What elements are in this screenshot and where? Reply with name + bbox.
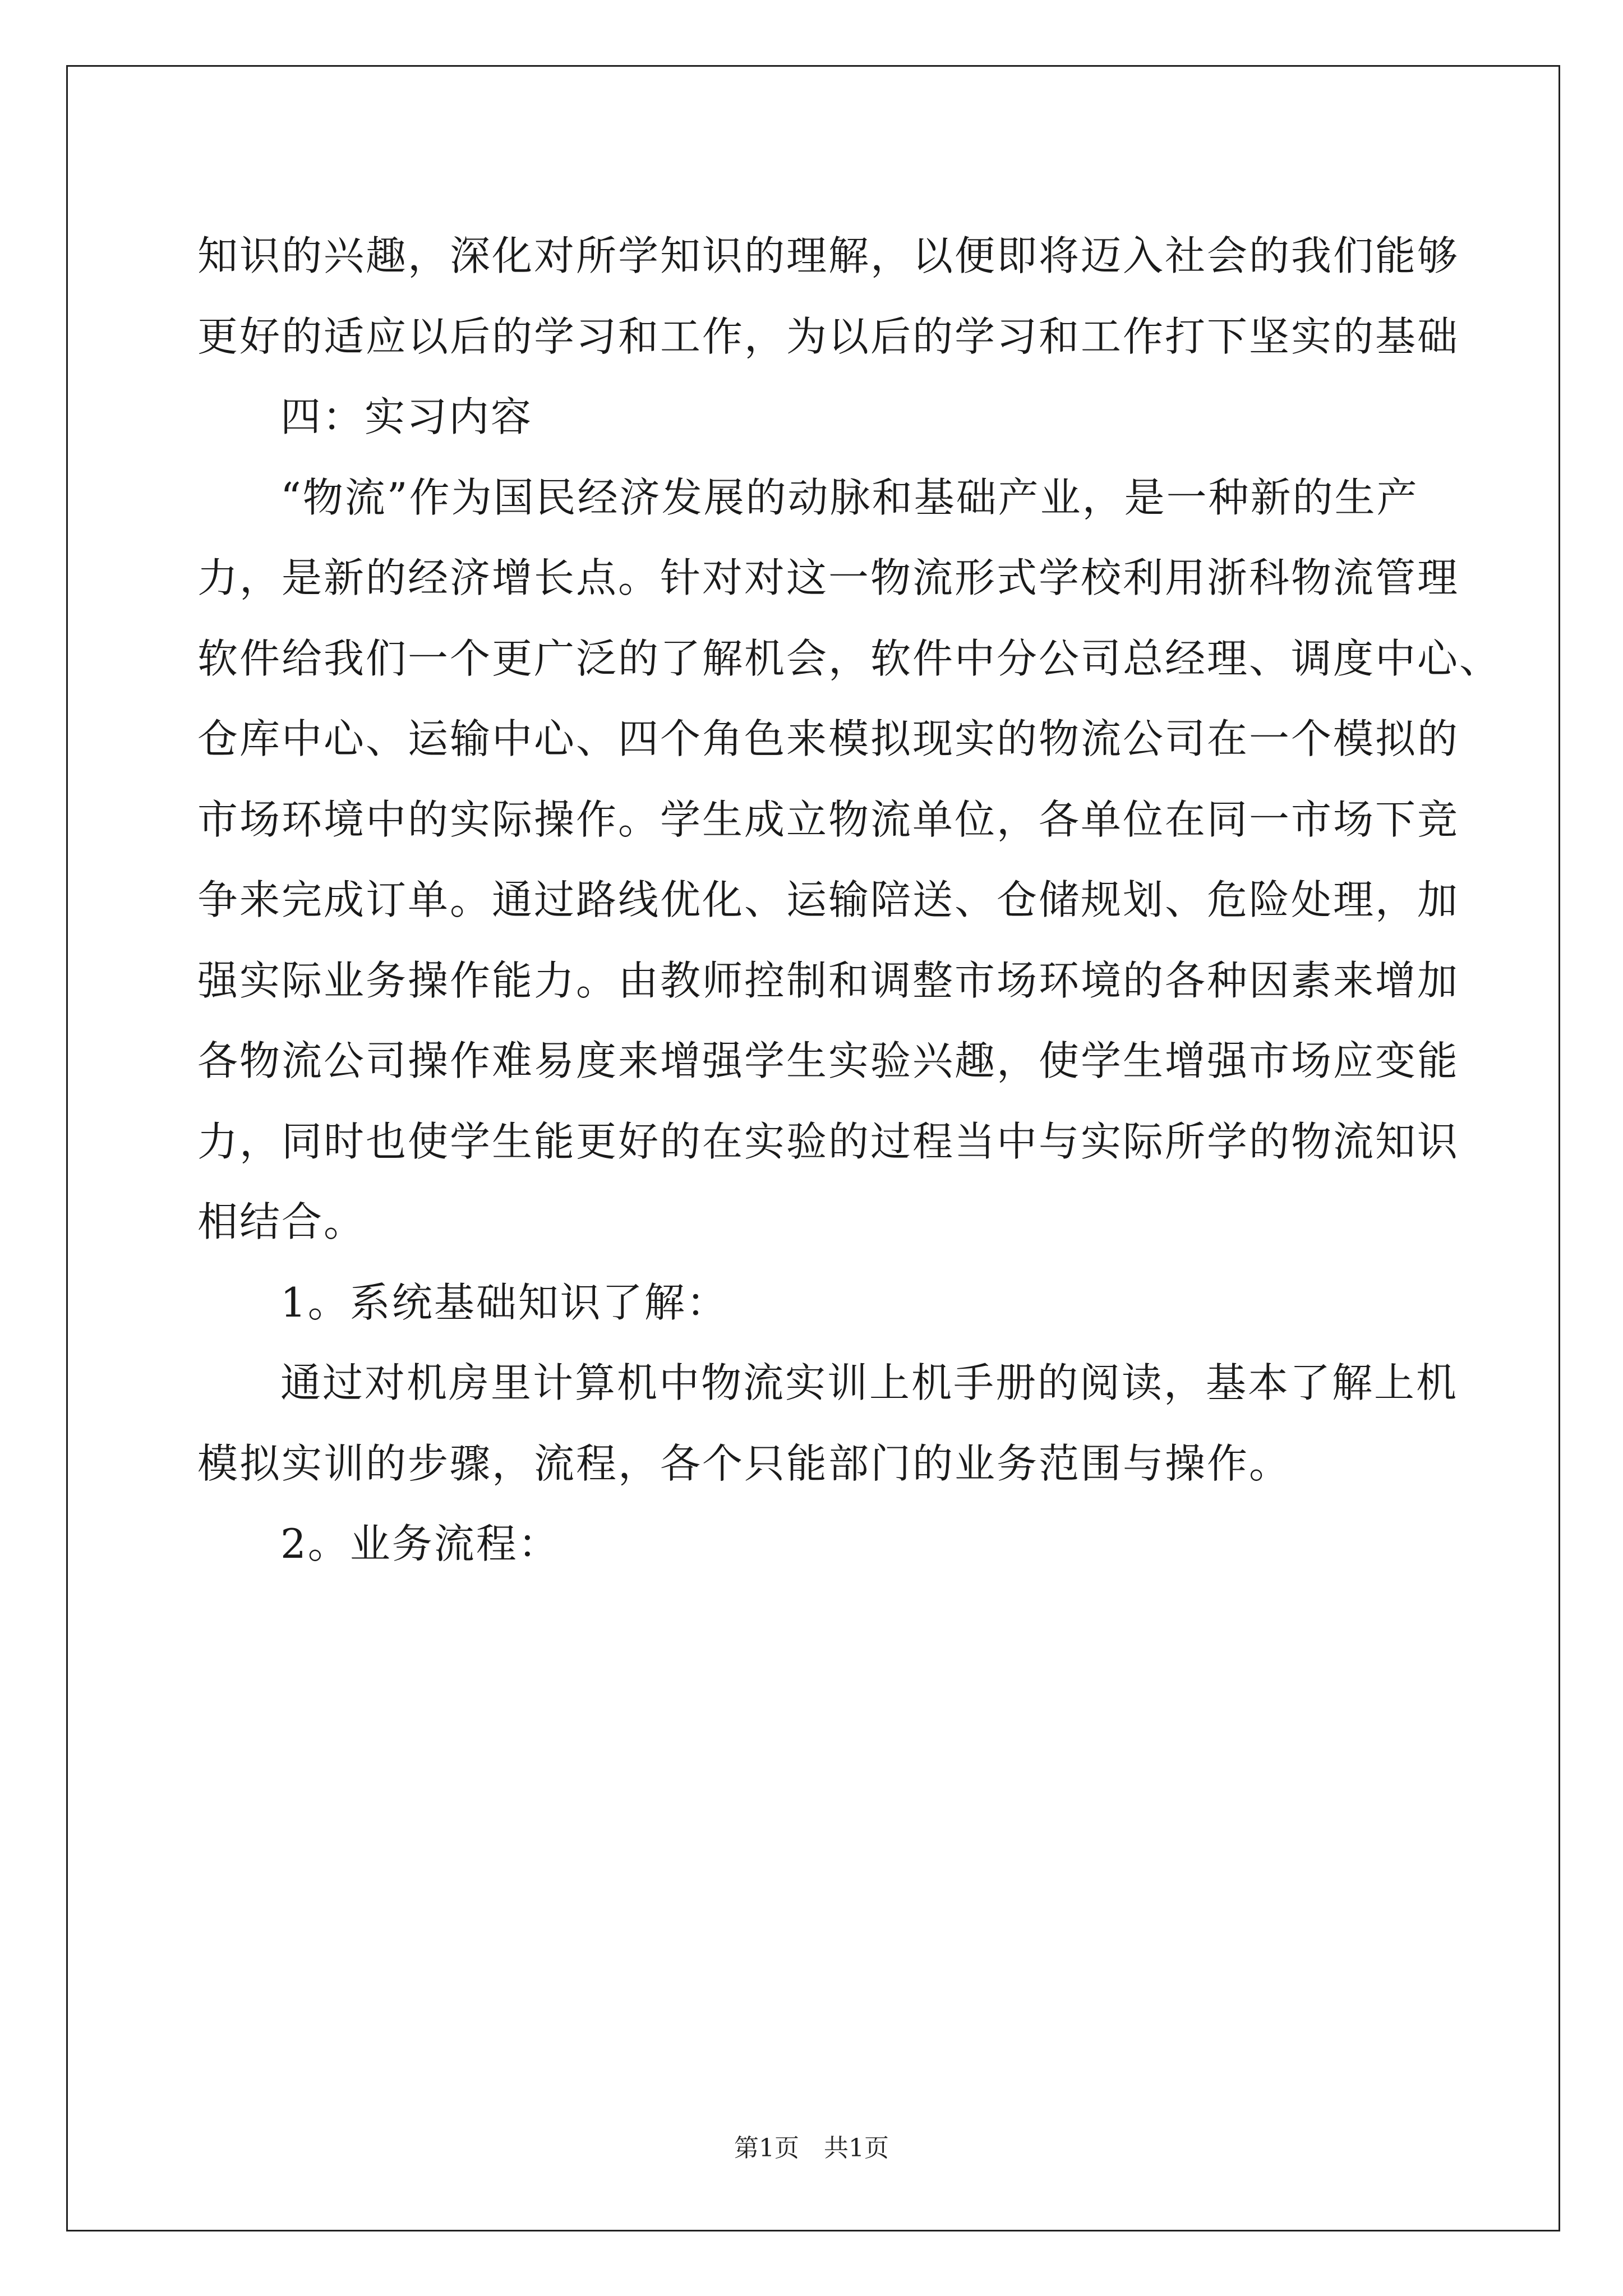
text-line: 市场环境中的实际操作。学生成立物流单位，各单位在同一市场下竞: [197, 795, 1460, 843]
subsection-heading: 1。系统基础知识了解：: [280, 1278, 728, 1326]
text-line: 强实际业务操作能力。由教师控制和调整市场环境的各种因素来增加: [197, 956, 1460, 1004]
text-line: 仓库中心、运输中心、四个角色来模拟现实的物流公司在一个模拟的: [197, 715, 1460, 762]
text-line: “物流”作为国民经济发展的动脉和基础产业，是一种新的生产: [280, 473, 1419, 521]
text-line: 力，是新的经济增长点。针对对这一物流形式学校利用浙科物流管理: [197, 554, 1460, 601]
text-line: 力，同时也使学生能更好的在实验的过程当中与实际所学的物流知识: [197, 1117, 1460, 1165]
text-line: 软件给我们一个更广泛的了解机会，软件中分公司总经理、调度中心、: [197, 634, 1502, 682]
text-line: 各物流公司操作难易度来增强学生实验兴趣，使学生增强市场应变能: [197, 1037, 1460, 1084]
text-line: 争来完成订单。通过路线优化、运输陪送、仓储规划、危险处理，加: [197, 876, 1460, 923]
subsection-heading: 2。业务流程：: [280, 1520, 560, 1567]
text-line: 通过对机房里计算机中物流实训上机手册的阅读，基本了解上机: [280, 1359, 1459, 1406]
document-body: [197, 216, 1502, 1585]
text-line: 更好的适应以后的学习和工作，为以后的学习和工作打下坚实的基础: [197, 312, 1460, 360]
text-line: 相结合。: [197, 1198, 366, 1245]
section-heading: 四：实习内容: [280, 393, 533, 440]
text-line: 模拟实训的步骤，流程，各个只能部门的业务范围与操作。: [197, 1439, 1292, 1487]
text-line: 知识的兴趣，深化对所学知识的理解，以便即将迈入社会的我们能够: [197, 232, 1460, 279]
page-number-footer: 第1页 共1页: [734, 2134, 889, 2162]
